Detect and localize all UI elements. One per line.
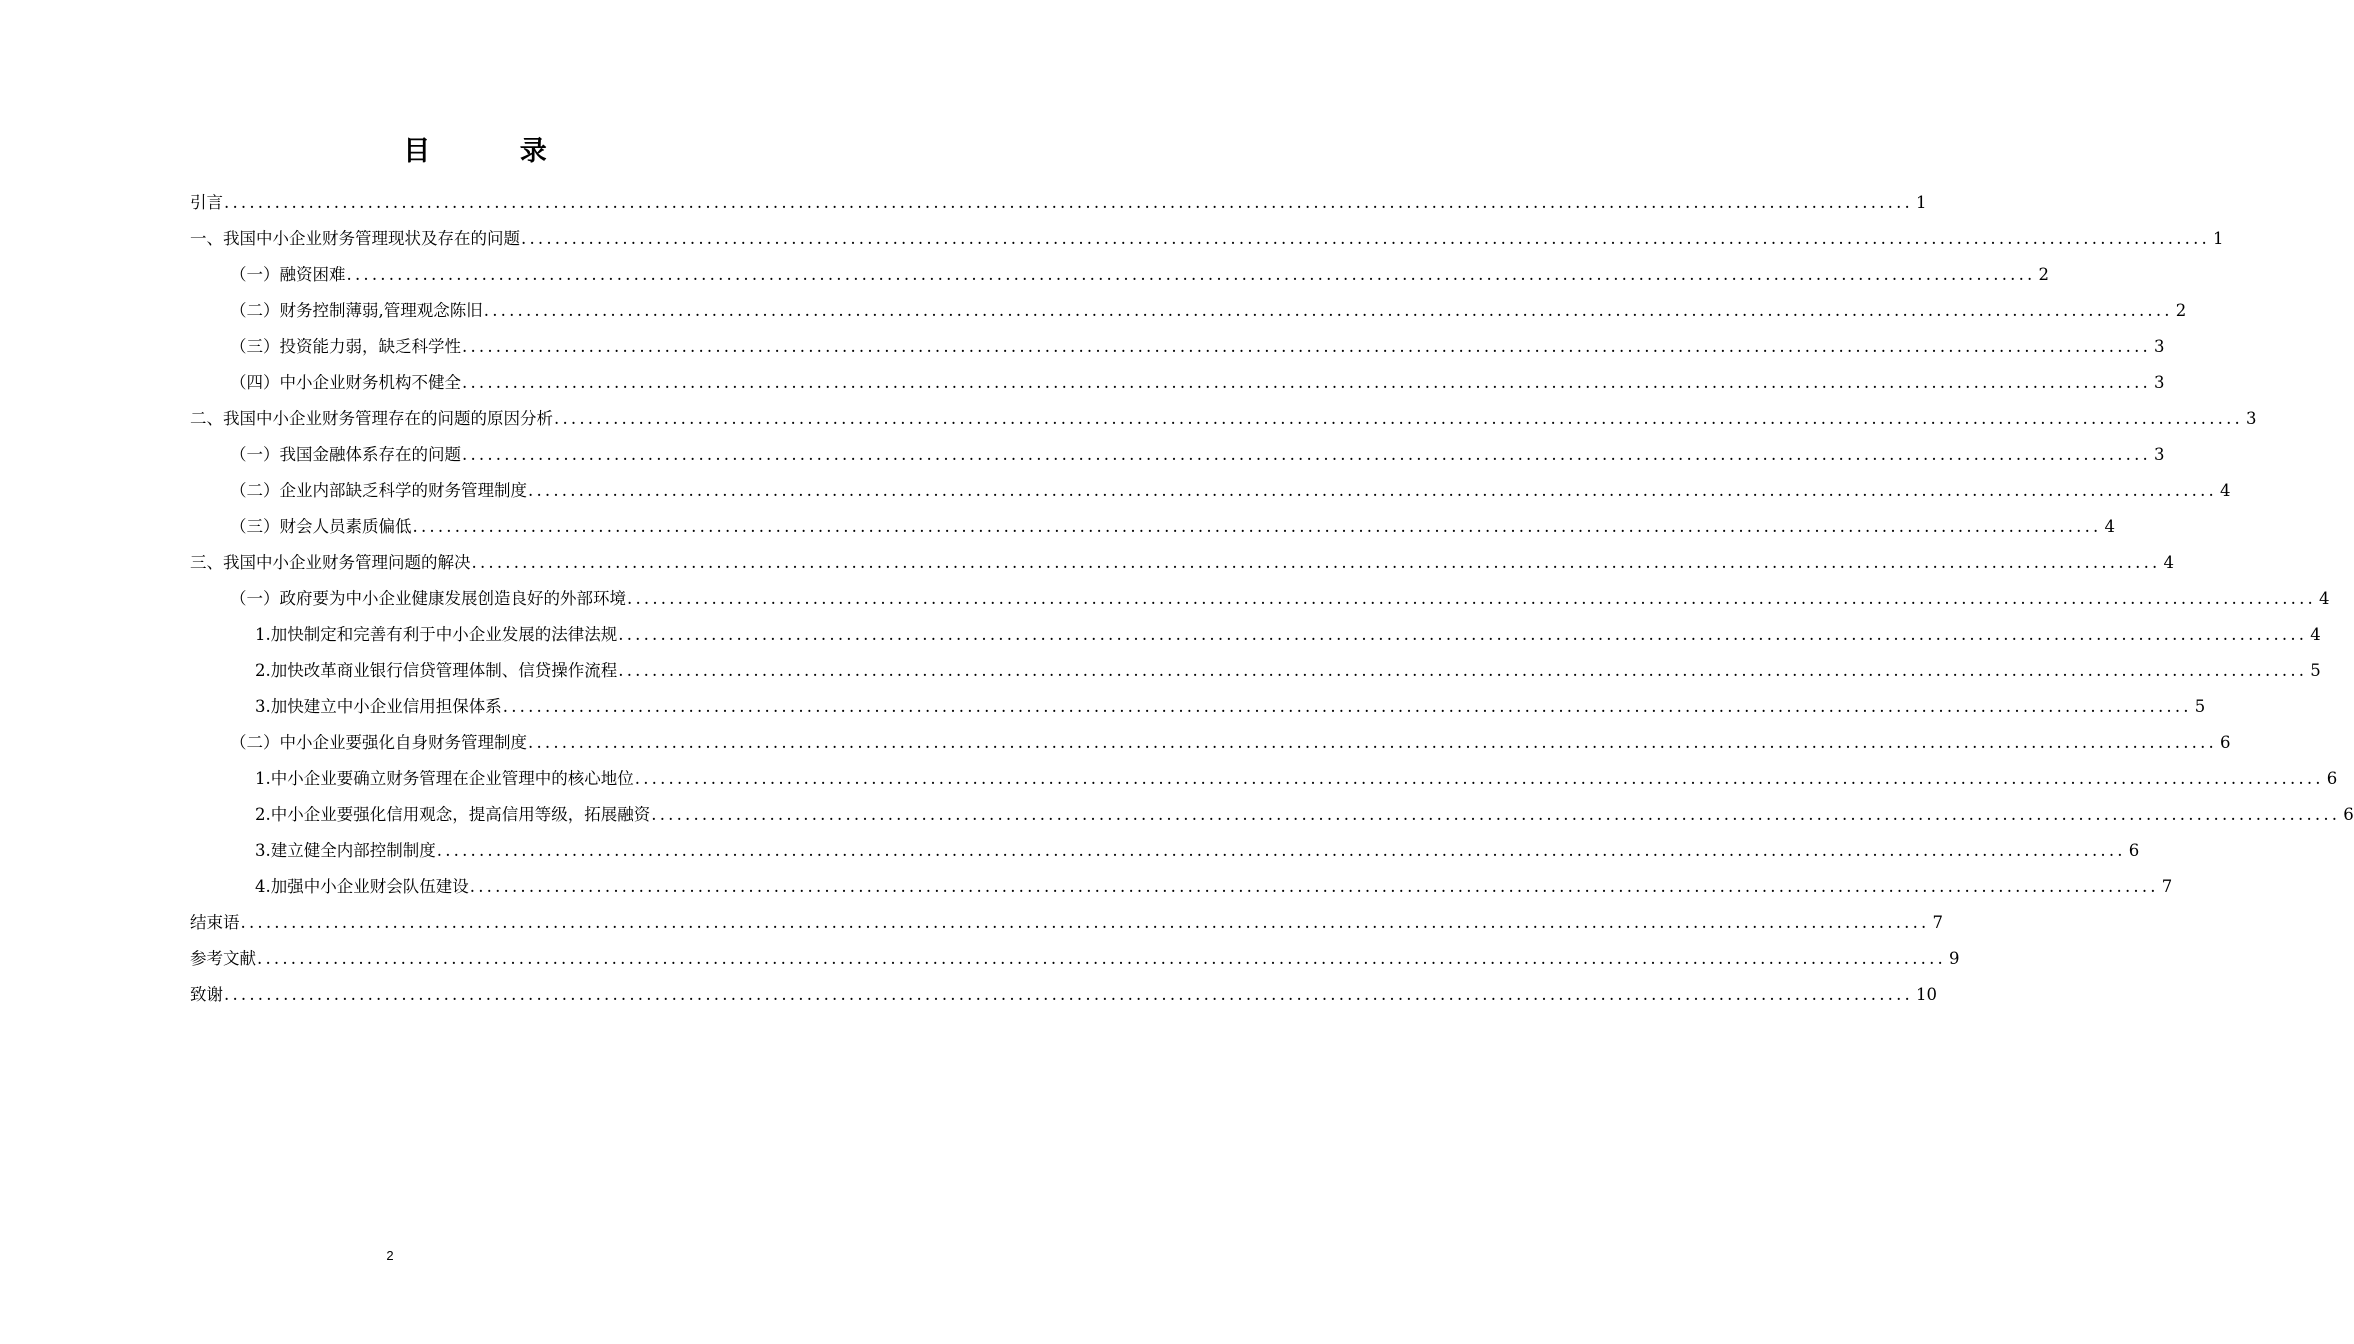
page-title: 目 录 <box>403 136 587 167</box>
toc-entry[interactable] <box>190 185 1927 221</box>
toc-dot-leader: ........................................................................................................................................................................................................ <box>521 229 2210 248</box>
toc-entry-title: （一）政府要为中小企业健康发展创造良好的外部环境 <box>230 589 626 608</box>
toc-entry-title: （一）融资困难 <box>230 265 346 284</box>
toc-dot-leader: ........................................................................................................................................................................................................ <box>618 625 2308 644</box>
toc-entry-page: 3 <box>2153 337 2165 356</box>
toc-entry-page: 4 <box>2104 517 2115 536</box>
toc-entry[interactable] <box>190 221 2224 257</box>
toc-entry-page: 7 <box>1932 913 1943 932</box>
toc-dot-leader: ........................................................................................................................................................................................................ <box>346 265 2036 284</box>
toc-dot-leader: ........................................................................................................................................................................................................ <box>618 661 2308 680</box>
toc-entry-page: 3 <box>2153 445 2165 464</box>
toc-entry-title: （三）投资能力弱，缺乏科学性 <box>230 337 461 356</box>
toc-entry-title: 4.加强中小企业财会队伍建设 <box>255 877 469 896</box>
toc-entry-page: 5 <box>2310 661 2321 680</box>
toc-entry-page: 1 <box>2212 229 2224 248</box>
toc-entry[interactable] <box>190 581 2330 617</box>
toc-dot-leader: ........................................................................................................................................................................................................ <box>471 553 2161 572</box>
toc-entry[interactable] <box>190 293 2187 329</box>
toc-dot-leader: ........................................................................................................................................................................................................ <box>462 337 2151 356</box>
toc-dot-leader: ........................................................................................................................................................................................................ <box>651 805 2341 824</box>
toc-entry-title: 2.加快改革商业银行信贷管理体制、信贷操作流程 <box>255 661 618 680</box>
footer-page-number: 2 <box>386 1248 394 1263</box>
toc-entry-title: 3.建立健全内部控制制度 <box>255 841 436 860</box>
toc-entry-page: 6 <box>2343 805 2354 824</box>
toc-entry[interactable] <box>190 797 2354 833</box>
toc-entry-title: （一）我国金融体系存在的问题 <box>230 445 461 464</box>
toc-entry-title: 二、我国中小企业财务管理存在的问题的原因分析 <box>190 409 553 428</box>
toc-entry-title: （二）中小企业要强化自身财务管理制度 <box>230 733 527 752</box>
toc-entry[interactable] <box>190 725 2231 761</box>
toc-dot-leader: ........................................................................................................................................................................................................ <box>462 445 2151 464</box>
toc-entry-title: （四）中小企业财务机构不健全 <box>230 373 461 392</box>
toc-entry-title: （二）企业内部缺乏科学的财务管理制度 <box>230 481 527 500</box>
toc-entry-page: 5 <box>2194 697 2206 716</box>
toc-entry[interactable] <box>190 401 2257 437</box>
toc-entry-title: 致谢 <box>190 985 223 1004</box>
toc-entry[interactable] <box>190 977 1937 1013</box>
toc-dot-leader: ........................................................................................................................................................................................................ <box>240 913 1930 932</box>
toc-entry[interactable] <box>190 257 2049 293</box>
toc-dot-leader: ........................................................................................................................................................................................................ <box>257 949 1946 968</box>
toc-entry[interactable] <box>190 437 2165 473</box>
toc-entry[interactable] <box>190 905 1943 941</box>
toc-entry-title: 2.中小企业要强化信用观念，提高信用等级，拓展融资 <box>255 805 651 824</box>
toc-entry[interactable] <box>190 833 2140 869</box>
toc-entry[interactable] <box>190 869 2173 905</box>
toc-entry-title: 1.加快制定和完善有利于中小企业发展的法律法规 <box>255 625 618 644</box>
toc-entry[interactable] <box>190 653 2321 689</box>
toc-entry-page: 6 <box>2326 769 2338 788</box>
table-of-contents <box>190 185 2354 1013</box>
toc-dot-leader: ........................................................................................................................................................................................................ <box>554 409 2243 428</box>
toc-entry-title: 一、我国中小企业财务管理现状及存在的问题 <box>190 229 520 248</box>
toc-entry-page: 7 <box>2161 877 2173 896</box>
toc-entry-title: （二）财务控制薄弱,管理观念陈旧 <box>230 301 483 320</box>
toc-entry[interactable] <box>190 509 2115 545</box>
toc-entry-title: 三、我国中小企业财务管理问题的解决 <box>190 553 471 572</box>
toc-entry[interactable] <box>190 545 2174 581</box>
toc-entry-title: 参考文献 <box>190 949 256 968</box>
toc-entry-page: 6 <box>2128 841 2140 860</box>
toc-entry-page: 10 <box>1915 985 1937 1004</box>
toc-entry-page: 9 <box>1948 949 1960 968</box>
toc-dot-leader: ........................................................................................................................................................................................................ <box>528 481 2217 500</box>
toc-dot-leader: ........................................................................................................................................................................................................ <box>483 301 2173 320</box>
toc-dot-leader: ........................................................................................................................................................................................................ <box>469 877 2159 896</box>
toc-entry[interactable] <box>190 473 2231 509</box>
toc-entry-page: 3 <box>2245 409 2257 428</box>
toc-entry[interactable] <box>190 941 1960 977</box>
toc-dot-leader: ........................................................................................................................................................................................................ <box>436 841 2126 860</box>
toc-entry[interactable] <box>190 365 2165 401</box>
toc-dot-leader: ........................................................................................................................................................................................................ <box>224 193 1913 212</box>
toc-entry-page: 4 <box>2310 625 2321 644</box>
toc-entry-title: （三）财会人员素质偏低 <box>230 517 412 536</box>
toc-entry-page: 2 <box>2175 301 2187 320</box>
toc-dot-leader: ........................................................................................................................................................................................................ <box>224 985 1913 1004</box>
toc-dot-leader: ........................................................................................................................................................................................................ <box>627 589 2316 608</box>
toc-dot-leader: ........................................................................................................................................................................................................ <box>502 697 2192 716</box>
toc-entry-page: 1 <box>1915 193 1927 212</box>
toc-entry-title: 引言 <box>190 193 223 212</box>
toc-entry-page: 4 <box>2163 553 2174 572</box>
toc-entry[interactable] <box>190 689 2206 725</box>
toc-entry[interactable] <box>190 329 2165 365</box>
toc-entry-page: 4 <box>2219 481 2231 500</box>
toc-dot-leader: ........................................................................................................................................................................................................ <box>462 373 2151 392</box>
toc-entry-title: 3.加快建立中小企业信用担保体系 <box>255 697 502 716</box>
toc-entry-page: 3 <box>2153 373 2165 392</box>
toc-dot-leader: ........................................................................................................................................................................................................ <box>412 517 2102 536</box>
toc-dot-leader: ........................................................................................................................................................................................................ <box>528 733 2217 752</box>
toc-entry-title: 结束语 <box>190 913 240 932</box>
toc-entry-page: 2 <box>2038 265 2049 284</box>
toc-entry[interactable] <box>190 617 2321 653</box>
toc-entry-title: 1.中小企业要确立财务管理在企业管理中的核心地位 <box>255 769 634 788</box>
toc-entry-page: 4 <box>2318 589 2330 608</box>
toc-entry-page: 6 <box>2219 733 2231 752</box>
toc-dot-leader: ........................................................................................................................................................................................................ <box>634 769 2324 788</box>
toc-entry[interactable] <box>190 761 2338 797</box>
